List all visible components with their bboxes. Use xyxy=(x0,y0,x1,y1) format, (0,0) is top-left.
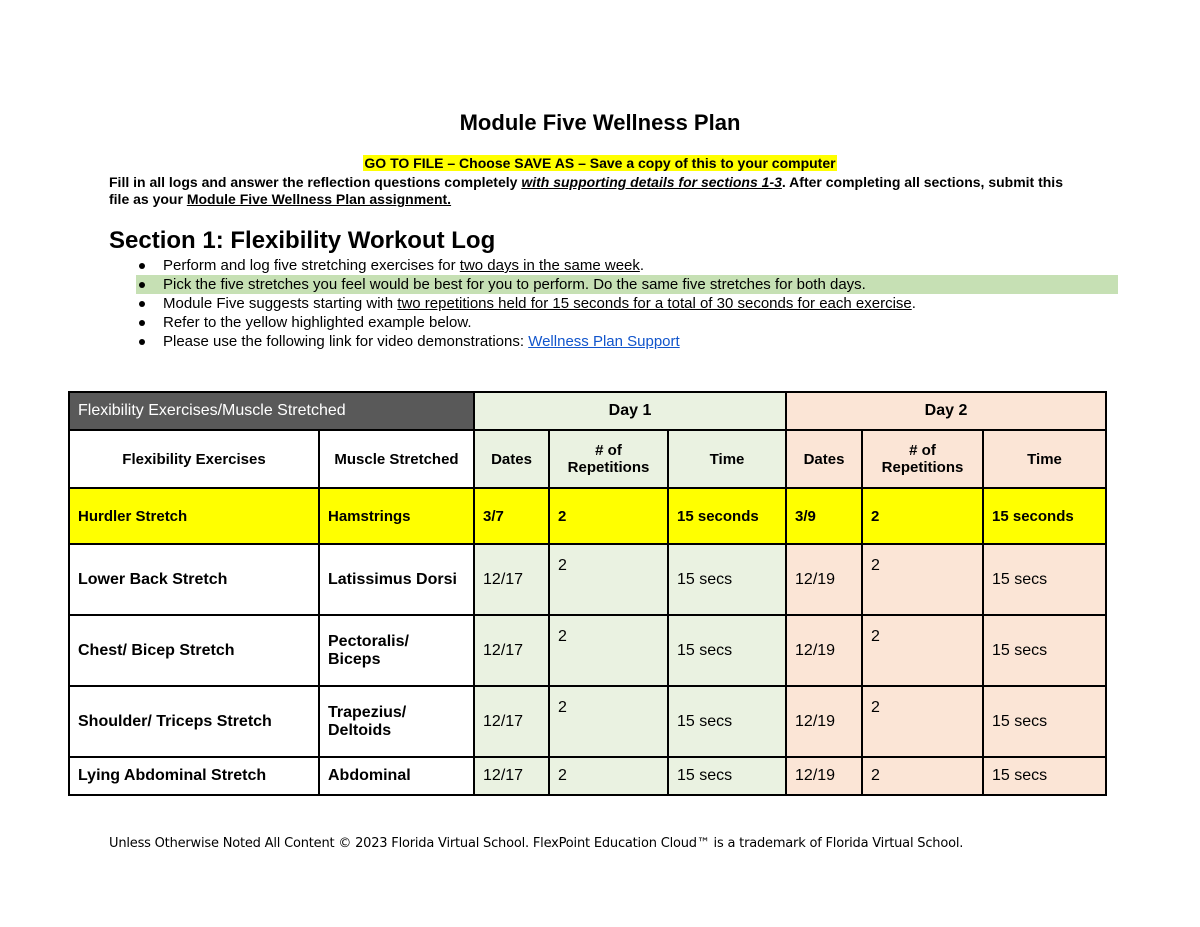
muscle-cell[interactable]: Pectoralis/ Biceps xyxy=(319,615,474,686)
header-day1: Day 1 xyxy=(474,392,786,430)
example-day1-date: 3/7 xyxy=(474,488,549,544)
day1-time-cell[interactable]: 15 secs xyxy=(668,544,786,615)
bullet-underlined: two repetitions held for 15 seconds for a total of 30 seconds for each exercise xyxy=(397,295,912,312)
day2-time-cell[interactable]: 15 secs xyxy=(983,615,1106,686)
day2-time-cell[interactable]: 15 secs xyxy=(983,544,1106,615)
bullet-text: Perform and log five stretching exercises for xyxy=(163,257,460,274)
table-row xyxy=(69,615,1106,686)
copyright-footer: Unless Otherwise Noted All Content © 2023 Florida Virtual School. FlexPoint Education Cloud™ is a trademark of Florida Virtual School. xyxy=(109,836,964,851)
save-instruction-text: GO TO FILE – Choose SAVE AS – Save a copy of this to your computer xyxy=(364,155,836,171)
day1-date-cell[interactable]: 12/17 xyxy=(474,544,549,615)
col-header-day1-reps: # of Repetitions xyxy=(549,430,668,488)
header-day2: Day 2 xyxy=(786,392,1106,430)
col-header-day2-time: Time xyxy=(983,430,1106,488)
exercise-cell[interactable]: Lying Abdominal Stretch xyxy=(69,757,319,795)
bullet-text: . xyxy=(639,257,645,274)
day2-date-cell[interactable]: 12/19 xyxy=(786,615,862,686)
bullet-item xyxy=(109,294,1099,313)
table-row xyxy=(69,544,1106,615)
day2-time-cell[interactable]: 15 secs xyxy=(983,757,1106,795)
day2-date-cell[interactable]: 12/19 xyxy=(786,757,862,795)
day2-time-cell[interactable]: 15 secs xyxy=(983,686,1106,757)
day2-reps-cell[interactable]: 2 xyxy=(862,686,983,757)
table-header-row xyxy=(69,392,1106,430)
instructions-part1: Fill in all logs and answer the reflection questions completely xyxy=(109,174,522,190)
bullet-text: Module Five suggests starting with xyxy=(163,295,398,312)
col-header-exercise: Flexibility Exercises xyxy=(69,430,319,488)
bullet-item xyxy=(109,256,1099,275)
table-row xyxy=(69,686,1106,757)
wellness-plan-support-link[interactable]: Wellness Plan Support xyxy=(528,333,680,350)
save-instruction xyxy=(0,155,1200,171)
muscle-cell[interactable]: Trapezius/ Deltoids xyxy=(319,686,474,757)
table-row xyxy=(69,757,1106,795)
example-day1-time: 15 seconds xyxy=(668,488,786,544)
day1-reps-cell[interactable]: 2 xyxy=(549,544,668,615)
day1-reps-cell[interactable]: 2 xyxy=(549,757,668,795)
bullet-text: Pick the five stretches you feel would be best for you to perform. Do the same five stretches for both days. xyxy=(163,276,866,293)
bullet-text: . xyxy=(911,295,916,312)
example-day2-date: 3/9 xyxy=(786,488,862,544)
day1-date-cell[interactable]: 12/17 xyxy=(474,615,549,686)
exercise-cell[interactable]: Chest/ Bicep Stretch xyxy=(69,615,319,686)
instructions-emphasis: with supporting details for sections 1-3 xyxy=(521,174,782,190)
col-header-day1-dates: Dates xyxy=(474,430,549,488)
day1-time-cell[interactable]: 15 secs xyxy=(668,757,786,795)
day1-reps-cell[interactable]: 2 xyxy=(549,615,668,686)
day1-date-cell[interactable]: 12/17 xyxy=(474,686,549,757)
day2-date-cell[interactable]: 12/19 xyxy=(786,686,862,757)
instructions-part2: . After completing all sections, submit this file as your xyxy=(109,174,1063,207)
table-example-row xyxy=(69,488,1106,544)
day1-reps-cell[interactable]: 2 xyxy=(549,686,668,757)
day2-reps-cell[interactable]: 2 xyxy=(862,757,983,795)
col-header-day2-dates: Dates xyxy=(786,430,862,488)
exercise-cell[interactable]: Lower Back Stretch xyxy=(69,544,319,615)
example-day1-reps: 2 xyxy=(549,488,668,544)
section1-title: Section 1: Flexibility Workout Log xyxy=(109,227,496,254)
flexibility-log-table xyxy=(68,391,1107,796)
muscle-cell[interactable]: Abdominal xyxy=(319,757,474,795)
bullet-item-highlighted xyxy=(136,275,1118,294)
table-column-header-row xyxy=(69,430,1106,488)
exercise-cell[interactable]: Shoulder/ Triceps Stretch xyxy=(69,686,319,757)
day1-time-cell[interactable]: 15 secs xyxy=(668,686,786,757)
col-header-muscle: Muscle Stretched xyxy=(319,430,474,488)
day2-reps-cell[interactable]: 2 xyxy=(862,544,983,615)
header-main: Flexibility Exercises/Muscle Stretched xyxy=(69,392,474,430)
bullet-text: Refer to the yellow highlighted example below. xyxy=(163,314,472,331)
page-title: Module Five Wellness Plan xyxy=(459,110,741,135)
day2-date-cell[interactable]: 12/19 xyxy=(786,544,862,615)
instructions-assignment: Module Five Wellness Plan assignment. xyxy=(186,191,452,207)
example-exercise: Hurdler Stretch xyxy=(69,488,319,544)
example-day2-reps: 2 xyxy=(862,488,983,544)
example-muscle: Hamstrings xyxy=(319,488,474,544)
day2-reps-cell[interactable]: 2 xyxy=(862,615,983,686)
col-header-day2-reps: # of Repetitions xyxy=(862,430,983,488)
bullet-item xyxy=(109,313,1099,332)
day1-time-cell[interactable]: 15 secs xyxy=(668,615,786,686)
instructions xyxy=(109,174,1069,208)
bullet-underlined: two days in the same week xyxy=(459,257,640,274)
day1-date-cell[interactable]: 12/17 xyxy=(474,757,549,795)
col-header-day1-time: Time xyxy=(668,430,786,488)
section1-bullets xyxy=(109,256,1099,351)
muscle-cell[interactable]: Latissimus Dorsi xyxy=(319,544,474,615)
example-day2-time: 15 seconds xyxy=(983,488,1106,544)
bullet-item xyxy=(109,332,1099,351)
bullet-text: Please use the following link for video demonstrations: xyxy=(163,333,529,350)
